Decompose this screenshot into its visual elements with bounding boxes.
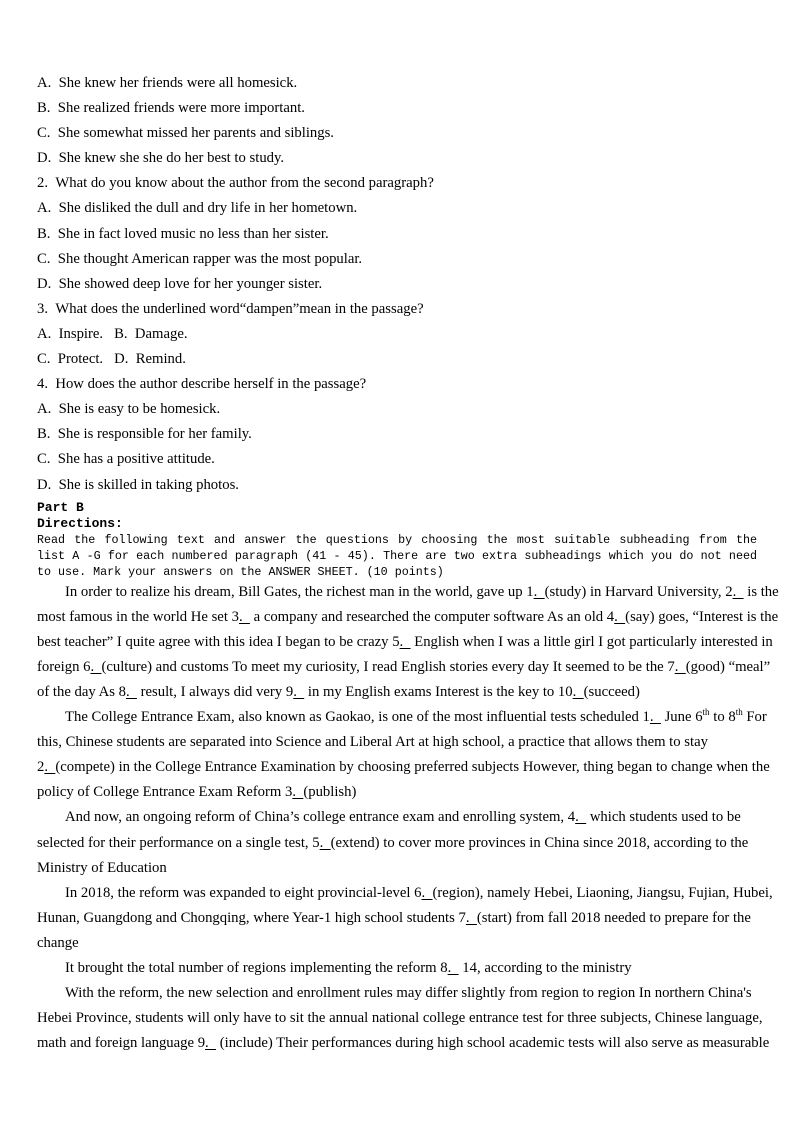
part-b-heading: Part B: [37, 499, 84, 515]
question-line: D. She is skilled in taking photos.: [37, 476, 239, 493]
passage-line: The College Entrance Exam, also known as Gaokao, is one of the most influential tests scheduled 1. June 6th to 8th For: [65, 707, 767, 726]
passage-line: selected for their performance on a single test, 5. (extend) to cover more provinces in China since 2018, according to the: [37, 834, 749, 851]
question-line: B. She realized friends were more important.: [37, 100, 305, 117]
passage-line: And now, an ongoing reform of China’s college entrance exam and enrolling system, 4. which students used to be: [65, 809, 741, 826]
passage-line: In 2018, the reform was expanded to eight provincial-level 6. (region), namely Hebei, Liaoning, Jiangsu, Fujian, Hubei,: [65, 884, 773, 901]
part-b-section: [37, 500, 757, 580]
passage-line: In order to realize his dream, Bill Gates, the richest man in the world, gave up 1. (study) in Harvard University, 2. is the: [65, 583, 779, 600]
question-line: C. She somewhat missed her parents and siblings.: [37, 125, 334, 142]
passage-section: [37, 580, 779, 1057]
directions-line: to use. Mark your answers on the ANSWER SHEET. (10 points): [37, 564, 444, 579]
question-line: A. Inspire. B. Damage.: [37, 325, 188, 342]
passage-line: foreign 6. (culture) and customs To meet my curiosity, I read English stories every day It seemed to be the 7. (good) “meal”: [37, 658, 771, 675]
passage-line: It brought the total number of regions implementing the reform 8. 14, according to the ministry: [65, 960, 632, 976]
directions-text: [37, 532, 757, 580]
question-line: 2. What do you know about the author from the second paragraph?: [37, 175, 434, 192]
question-line: C. She has a positive attitude.: [37, 451, 215, 468]
passage-line: most famous in the world He set 3. a company and researched the computer software As an old 4. (say) goes, “Interest is the: [37, 608, 779, 625]
question-line: C. She thought American rapper was the most popular.: [37, 250, 363, 267]
question-line: D. She showed deep love for her younger sister.: [37, 275, 323, 292]
passage-line: With the reform, the new selection and enrollment rules may differ slightly from region to region In northern China's: [65, 985, 752, 1002]
passage-line: best teacher” I quite agree with this idea I began to be crazy 5. English when I was a little girl I got particularly interested in: [37, 633, 773, 650]
question-line: 4. How does the author describe herself in the passage?: [37, 376, 367, 393]
directions-line: Read the following text and answer the questions by choosing the most suitable subheading from the: [37, 532, 757, 547]
passage-line: Hunan, Guangdong and Chongqing, where Year-1 high school students 7. (start) from fall 2018 needed to prepare for the: [37, 909, 751, 926]
passage-line: policy of College Entrance Exam Reform 3. (publish): [37, 784, 357, 801]
passage-line: math and foreign language 9. (include) Their performances during high school academic tests will also serve as measurable: [37, 1035, 770, 1052]
question-line: C. Protect. D. Remind.: [37, 351, 186, 368]
passage-line: Hebei Province, students will only have to sit the annual national college entrance test for three subjects, Chinese language,: [37, 1010, 763, 1027]
passage-line: change: [37, 934, 79, 951]
directions-line: list A -G for each numbered paragraph (41 - 45). There are two extra subheadings which you do not need: [37, 548, 757, 563]
question-section: [37, 71, 757, 498]
question-line: B. She in fact loved music no less than her sister.: [37, 225, 329, 242]
question-line: B. She is responsible for her family.: [37, 426, 252, 443]
passage-line: 2. (compete) in the College Entrance Examination by choosing preferred subjects However, thing began to change when the: [37, 759, 770, 776]
question-line: D. She knew she she do her best to study.: [37, 150, 285, 167]
passage-line: this, Chinese students are separated into Science and Liberal Art at high school, a practice that allows them to stay: [37, 734, 708, 751]
question-line: A. She disliked the dull and dry life in her hometown.: [37, 200, 358, 217]
question-line: A. She knew her friends were all homesick.: [37, 75, 298, 91]
passage-line: Ministry of Education: [37, 859, 167, 876]
question-line: A. She is easy to be homesick.: [37, 401, 221, 418]
directions-label: Directions:: [37, 515, 123, 531]
question-line: 3. What does the underlined word“dampen”mean in the passage?: [37, 300, 424, 317]
passage-line: of the day As 8. result, I always did very 9. in my English exams Interest is the key to 10. (succeed): [37, 683, 640, 700]
